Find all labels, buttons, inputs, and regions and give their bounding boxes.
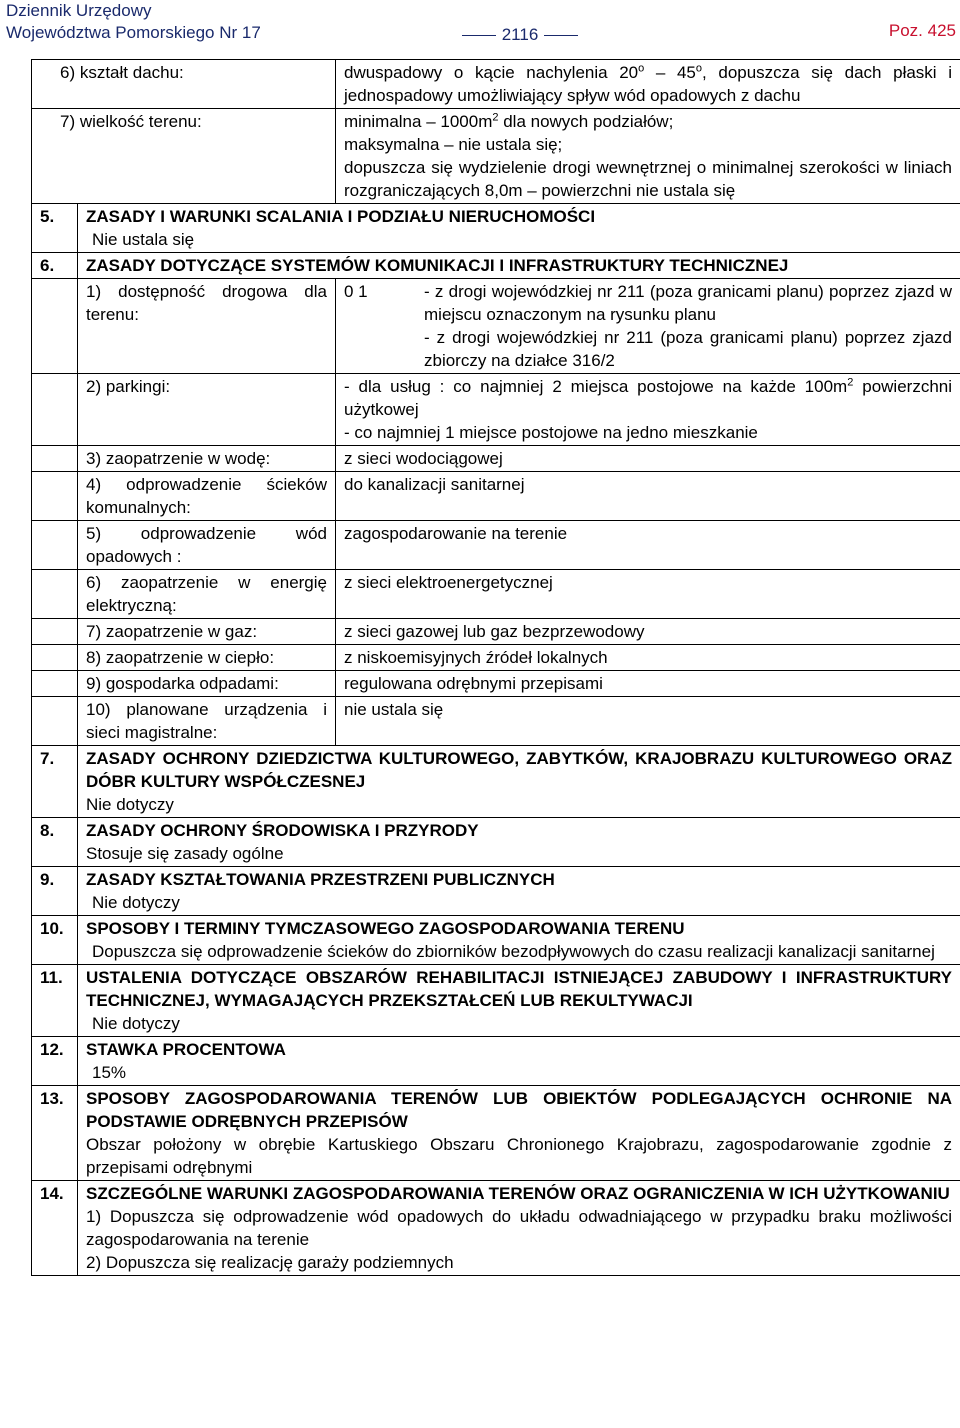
road-access-row [32,279,960,374]
infrastructure-label: 7) zaopatrzenie w gaz: [78,619,336,645]
infrastructure-label: 3) zaopatrzenie w wodę: [78,446,336,472]
roof-shape-label: 6) kształt dachu: [32,60,336,109]
infrastructure-value: regulowana odrębnymi przepisami [336,671,960,697]
infrastructure-value: z sieci gazowej lub gaz bezprzewodowy [336,619,960,645]
plot-size-row [32,109,960,204]
road-access-line: - z drogi wojewódzkiej nr 211 (poza granicami planu) poprzez zjazd zbiorczy na działce 316/2 [424,328,952,370]
infrastructure-row [32,472,960,521]
section-body: Nie dotyczy [92,893,180,912]
section-10 [32,916,960,965]
infrastructure-label: 5) odprowadzenie wód opadowych : [78,521,336,570]
section-5-content [78,204,960,253]
section-title: ZASADY I WARUNKI SCALANIA I PODZIAŁU NIERUCHOMOŚCI [86,207,596,226]
section-number: 13. [32,1086,78,1181]
infrastructure-value: nie ustala się [336,697,960,746]
infrastructure-label: 6) zaopatrzenie w energię elektryczną: [78,570,336,619]
section-number: 9. [32,867,78,916]
section-number: 7. [32,746,78,818]
roof-shape-row [32,60,960,109]
section-body: Dopuszcza się odprowadzenie ścieków do zbiorników bezodpływowych do czasu realizacji kanalizacji sanitarnej [92,942,935,961]
page-number [420,24,620,46]
section-number: 6. [32,253,78,279]
section-title: SPOSOBY ZAGOSPODAROWANIA TERENÓW LUB OBIEKTÓW PODLEGAJĄCYCH OCHRONIE NA PODSTAWIE ODRĘBNYCH PRZEPISÓW [86,1089,952,1131]
section-body: Nie dotyczy [92,1014,180,1033]
infrastructure-row [32,619,960,645]
infrastructure-label: 4) odprowadzenie ścieków komunalnych: [78,472,336,521]
page-header [0,0,960,48]
parking-value: - dla usług : co najmniej 2 miejsca postojowe na każde $100m^2$ powierzchni użytkowej - co najmniej 1 miejsce postojowe na jedno mieszkanie [336,374,960,446]
section-title: ZASADY KSZTAŁTOWANIA PRZESTRZENI PUBLICZNYCH [86,870,555,889]
infrastructure-value: do kanalizacji sanitarnej [336,472,960,521]
dash-left [462,35,496,36]
section-title: STAWKA PROCENTOWA [86,1040,286,1059]
section-title: SZCZEGÓLNE WARUNKI ZAGOSPODAROWANIA TERENÓW ORAZ OGRANICZENIA W ICH UŻYTKOWANIU [86,1184,950,1203]
infrastructure-row [32,446,960,472]
infrastructure-row [32,570,960,619]
infrastructure-label: 8) zaopatrzenie w ciepło: [78,645,336,671]
infrastructure-value: z sieci wodociągowej [336,446,960,472]
publication-line2: Województwa Pomorskiego Nr 17 [6,23,261,42]
infrastructure-row [32,671,960,697]
infrastructure-row [32,697,960,746]
road-access-label: 1) dostępność drogowa dla terenu: [78,279,336,374]
parking-label: 2) parkingi: [78,374,336,446]
section-7 [32,746,960,818]
infrastructure-label: 9) gospodarka odpadami: [78,671,336,697]
dash-right [544,35,578,36]
section-number: 10. [32,916,78,965]
publication-title [6,0,261,44]
section-8 [32,818,960,867]
section-number: 8. [32,818,78,867]
section-12 [32,1037,960,1086]
position-number: Poz. 425 [888,21,956,40]
section-6 [32,253,960,279]
section-number: 12. [32,1037,78,1086]
section-5 [32,204,960,253]
section-number: 11. [32,965,78,1037]
roof-shape-value: dwuspadowy o kącie nachylenia 20$^o$ – 45$^o$, dopuszcza się dach płaski i jednospadowy umożliwiający spływ wód opadowych z dachu [336,60,960,109]
section-body: Nie dotyczy [86,795,174,814]
section-title: SPOSOBY I TERMINY TYMCZASOWEGO ZAGOSPODAROWANIA TERENU [86,919,685,938]
section-body: Obszar położony w obrębie Kartuskiego Obszaru Chronionego Krajobrazu, zagospodarowanie zgodnie z przepisami odrębnymi [86,1135,952,1177]
section-body: Stosuje się zasady ogólne [86,844,284,863]
section-title: ZASADY OCHRONY DZIEDZICTWA KULTUROWEGO, ZABYTKÓW, KRAJOBRAZU KULTUROWEGO ORAZ DÓBR KULTURY WSPÓŁCZESNEJ [86,749,952,791]
infrastructure-row [32,521,960,570]
infrastructure-value: z sieci elektroenergetycznej [336,570,960,619]
infrastructure-value: z niskoemisyjnych źródeł lokalnych [336,645,960,671]
infrastructure-row [32,645,960,671]
publication-line1: Dziennik Urzędowy [6,1,152,20]
section-title: ZASADY DOTYCZĄCE SYSTEMÓW KOMUNIKACJI I INFRASTRUKTURY TECHNICZNEJ [78,253,960,279]
section-9 [32,867,960,916]
plan-provisions-table [31,59,960,1276]
section-body: 2) Dopuszcza się realizację garaży podziemnych [86,1253,454,1272]
section-number: 5. [32,204,78,253]
section-13 [32,1086,960,1181]
section-14 [32,1181,960,1276]
section-title: ZASADY OCHRONY ŚRODOWISKA I PRZYRODY [86,821,479,840]
plot-size-label: 7) wielkość terenu: [32,109,336,204]
section-body: 15% [92,1063,127,1082]
parking-row [32,374,960,446]
section-title: USTALENIA DOTYCZĄCE OBSZARÓW REHABILITACJI ISTNIEJĄCEJ ZABUDOWY I INFRASTRUKTURY TECHNICZNEJ, WYMAGAJĄCYCH PRZEKSZTAŁCEŃ LUB REKULTYWACJI [86,968,952,1010]
page-number-text: 2116 [501,25,539,44]
plot-size-value: minimalna – $1000m^2$ dla nowych podziałów; maksymalna – nie ustala się; dopuszcza się wydzielenie drogi wewnętrznej o minimalnej szerokości w liniach rozgraniczających 8,0m – powierzchni nie ustala się [336,109,960,204]
section-11 [32,965,960,1037]
area-code: 0 1 [344,282,368,301]
section-body: 1) Dopuszcza się odprowadzenie wód opadowych do układu odwadniającego w przypadku braku możliwości zagospodarowania na terenie [86,1207,952,1249]
infrastructure-label: 10) planowane urządzenia i sieci magistralne: [78,697,336,746]
road-access-line: - z drogi wojewódzkiej nr 211 (poza granicami planu) poprzez zjazd w miejscu oznaczonym na rysunku planu [424,282,952,324]
section-body: Nie ustala się [92,230,195,249]
section-number: 14. [32,1181,78,1276]
road-access-value [336,279,960,374]
infrastructure-value: zagospodarowanie na terenie [336,521,960,570]
